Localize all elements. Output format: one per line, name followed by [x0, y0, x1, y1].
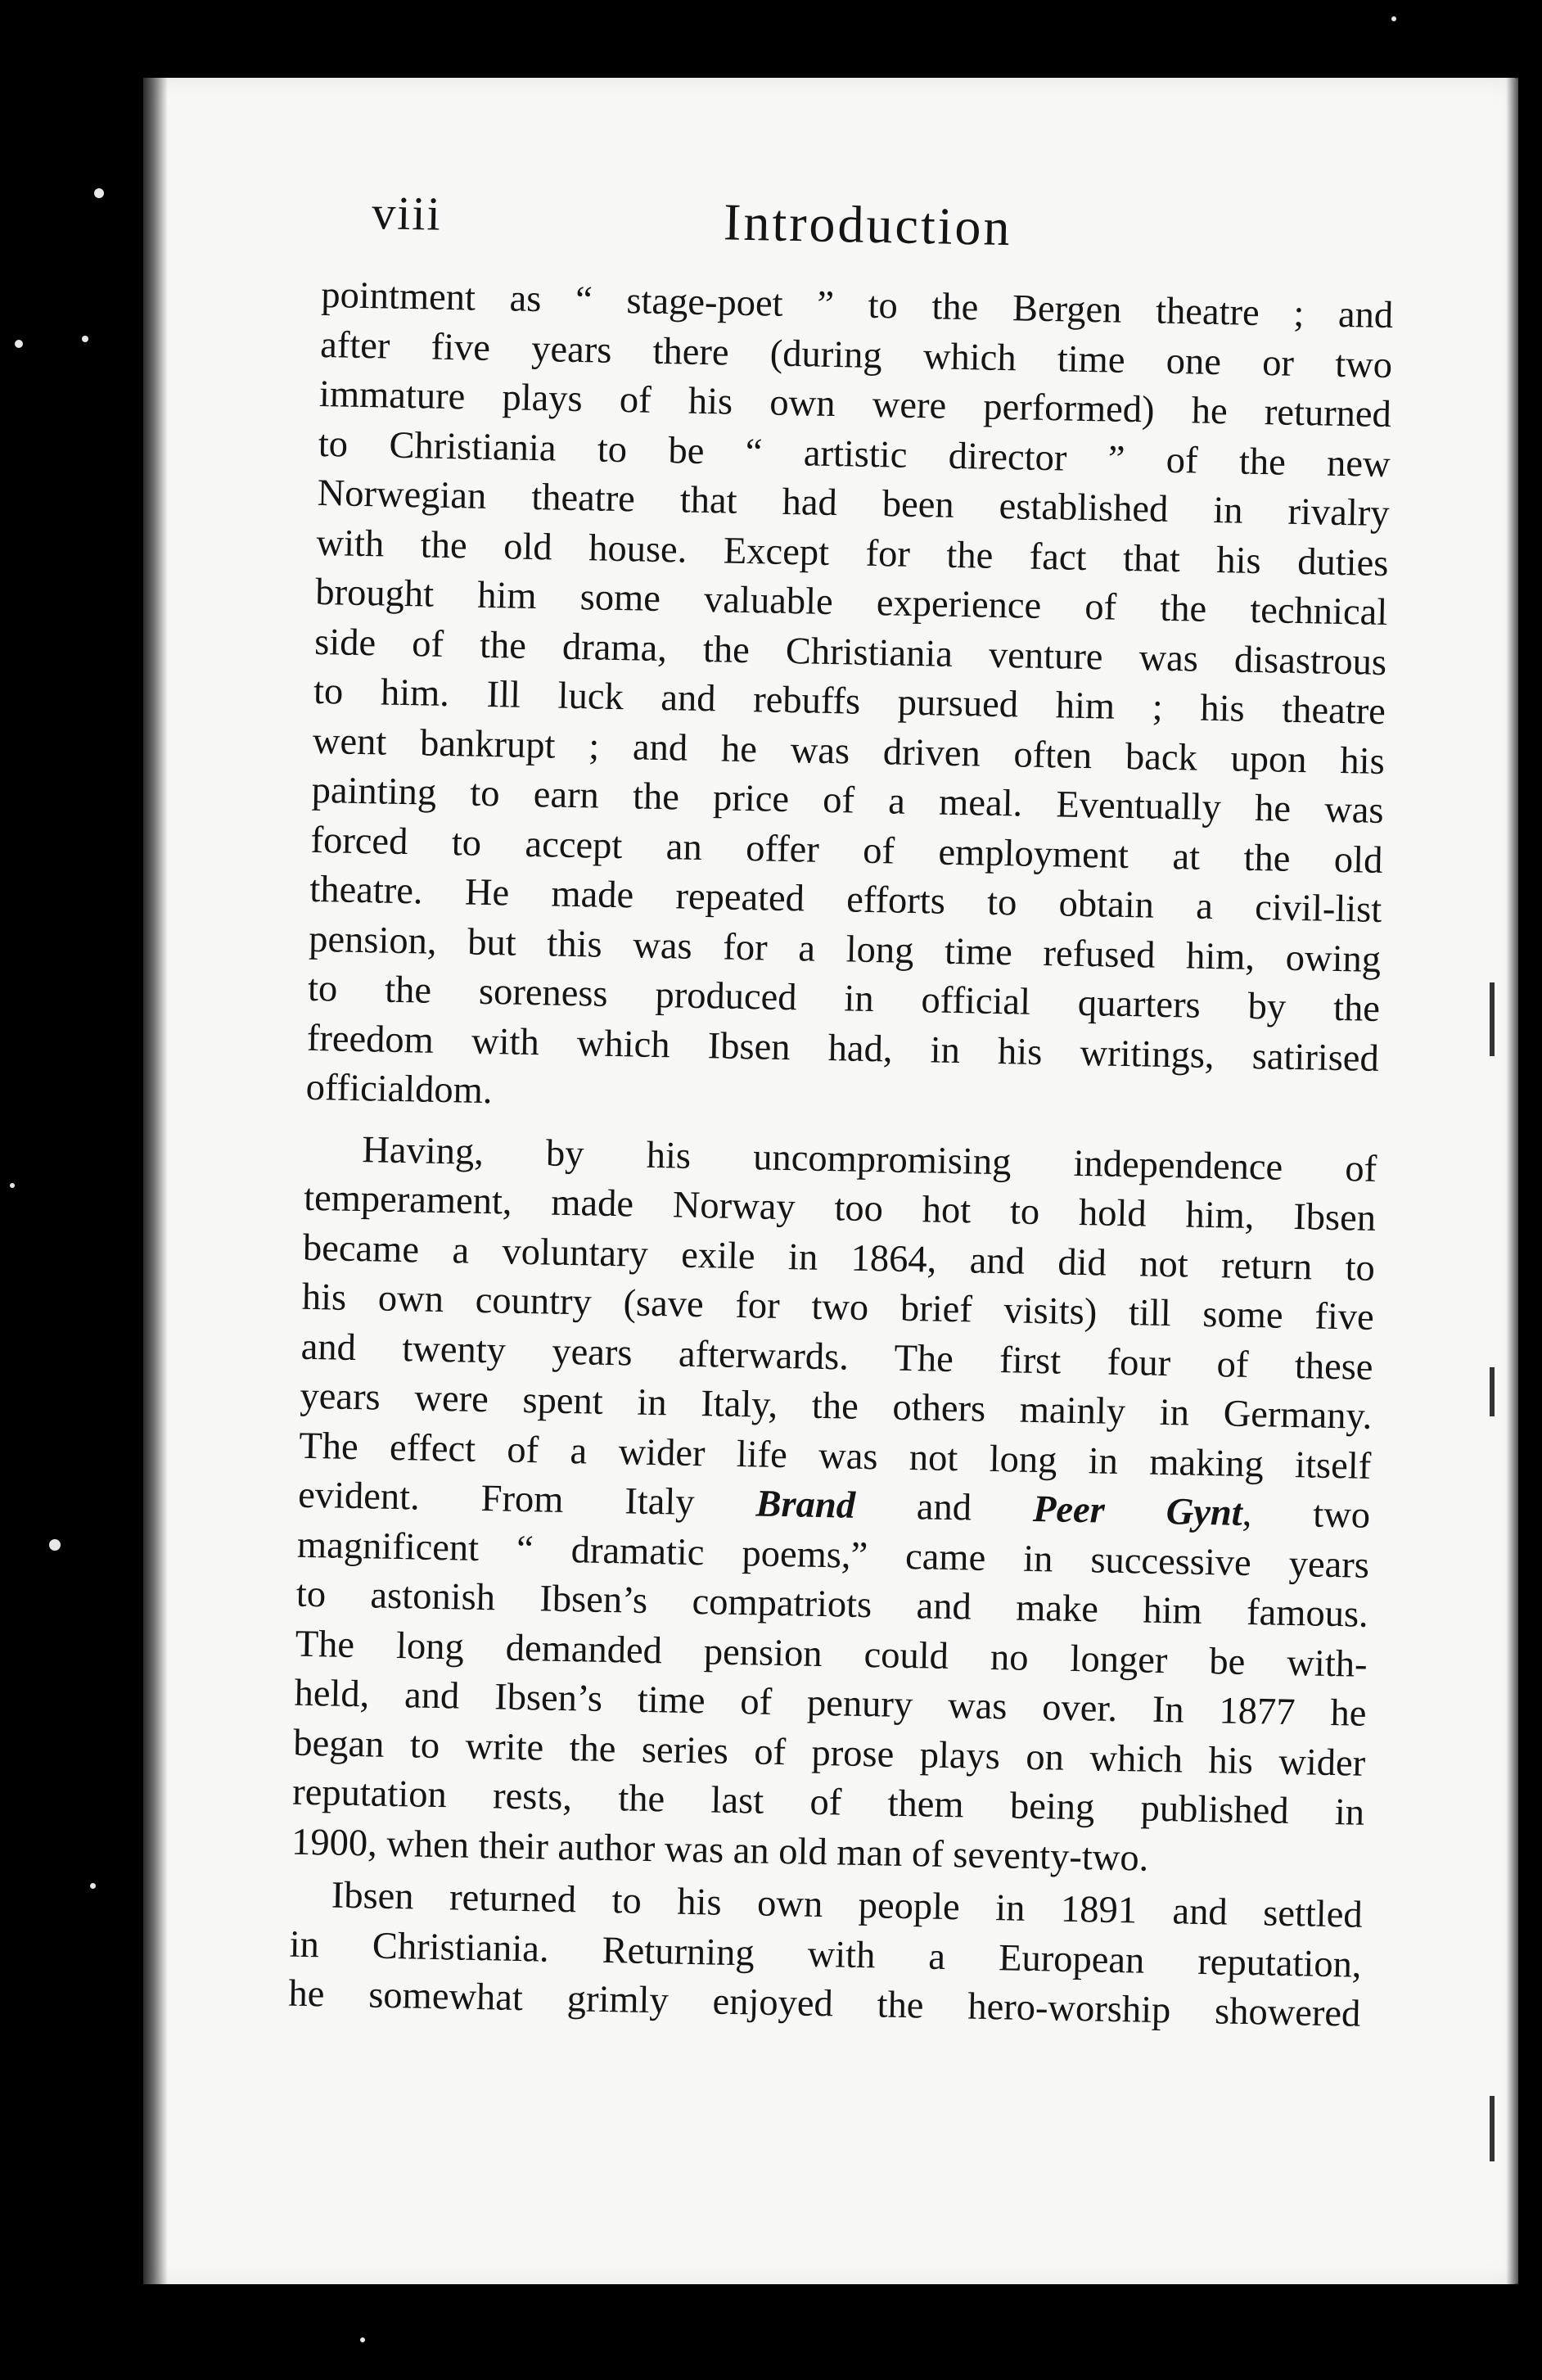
- text-line: Norwegian theatre that had been established in rivalry: [317, 472, 1391, 535]
- paragraph-2: [291, 1124, 1377, 1887]
- scan-speck: [49, 1539, 61, 1551]
- running-head-title: Introduction: [723, 192, 1013, 257]
- text-line: after five years there (during which time one or two: [319, 323, 1393, 386]
- page-content: [288, 184, 1395, 2039]
- text-line: held, and Ibsen’s time of penury was over. In 1877 he: [294, 1672, 1367, 1735]
- scan-speck: [94, 188, 104, 198]
- text-line: with the old house. Except for the fact that his duties: [316, 522, 1389, 585]
- text-line: officialdom.: [305, 1066, 493, 1113]
- text-segment: and: [854, 1484, 1034, 1530]
- text-line: The long demanded pension could no longer be with-: [295, 1623, 1368, 1686]
- scan-speck: [360, 2337, 365, 2342]
- scan-speck: [10, 1183, 15, 1188]
- scan-speck: [1391, 16, 1396, 21]
- text-segment: evident. From Italy: [297, 1474, 757, 1525]
- text-line: in Christiania. Returning with a European reputation,: [289, 1923, 1362, 1986]
- text-line: painting to earn the price of a meal. Eventually he was: [311, 769, 1385, 833]
- text-line: brought him some valuable experience of the technical: [314, 571, 1388, 635]
- play-title-peer-gynt: Peer Gynt: [1032, 1488, 1243, 1534]
- scan-speck: [15, 340, 23, 348]
- text-segment: , two: [1242, 1492, 1371, 1537]
- paragraph-1: [305, 271, 1394, 1133]
- text-line: magnificent “ dramatic poems,” came in successive years: [296, 1524, 1370, 1587]
- text-line: pension, but this was for a long time refused him, owing: [308, 918, 1382, 981]
- text-line: forced to accept an offer of employment at the old: [310, 819, 1383, 882]
- text-line: years were spent in Italy, the others mainly in Germany.: [300, 1375, 1373, 1438]
- text-line: temperament, made Norway too hot to hold him, Ibsen: [303, 1176, 1377, 1240]
- scan-speck: [82, 336, 88, 342]
- binding-mark: [1490, 982, 1495, 1056]
- text-line: became a voluntary exile in 1864, and did not return to: [302, 1226, 1376, 1289]
- text-line: went bankrupt ; and he was driven often back upon his: [312, 720, 1386, 783]
- text-line: began to write the series of prose plays on which his wider: [292, 1722, 1366, 1785]
- page-gutter-shadow: [143, 78, 168, 2284]
- binding-mark: [1490, 1367, 1495, 1416]
- scan-speck: [90, 1883, 96, 1889]
- paragraph-3: [288, 1871, 1363, 2040]
- page-right-edge: [1506, 78, 1518, 2284]
- text-line: to the soreness produced in official quarters by the: [307, 967, 1381, 1030]
- text-line: reputation rests, the last of them being published in: [291, 1771, 1365, 1834]
- text-line: The effect of a wider life was not long in making itself: [298, 1425, 1372, 1488]
- text-line: freedom with which Ibsen had, in his writings, satirised: [306, 1017, 1380, 1080]
- binding-mark: [1490, 2096, 1495, 2161]
- text-line: to Christiania to be “ artistic director ” of the new: [318, 422, 1391, 485]
- play-title-brand: Brand: [755, 1483, 856, 1527]
- text-line: his own country (save for two brief visits) till some five: [301, 1276, 1375, 1339]
- text-line: to astonish Ibsen’s compatriots and make him famous.: [295, 1573, 1369, 1636]
- text-line: side of the drama, the Christiania venture was disastrous: [313, 621, 1387, 684]
- text-line: he somewhat grimly enjoyed the hero-worship showered: [288, 1972, 1361, 2035]
- text-line: Ibsen returned to his own people in 1891 and settled: [331, 1874, 1364, 1936]
- text-line: 1900, when their author was an old man of seventy-two.: [291, 1821, 1149, 1880]
- text-line: and twenty years afterwards. The first four of these: [300, 1325, 1373, 1389]
- page-number: viii: [371, 186, 443, 241]
- text-line: pointment as “ stage-poet ” to the Bergen theatre ; and: [320, 273, 1394, 337]
- text-line: Having, by his uncompromising independence of: [361, 1128, 1377, 1190]
- text-line: to him. Ill luck and rebuffs pursued him ; his theatre: [313, 670, 1386, 734]
- text-line: theatre. He made repeated efforts to obtain a civil-list: [309, 868, 1382, 931]
- text-line: immature plays of his own were performed) he returned: [318, 373, 1392, 436]
